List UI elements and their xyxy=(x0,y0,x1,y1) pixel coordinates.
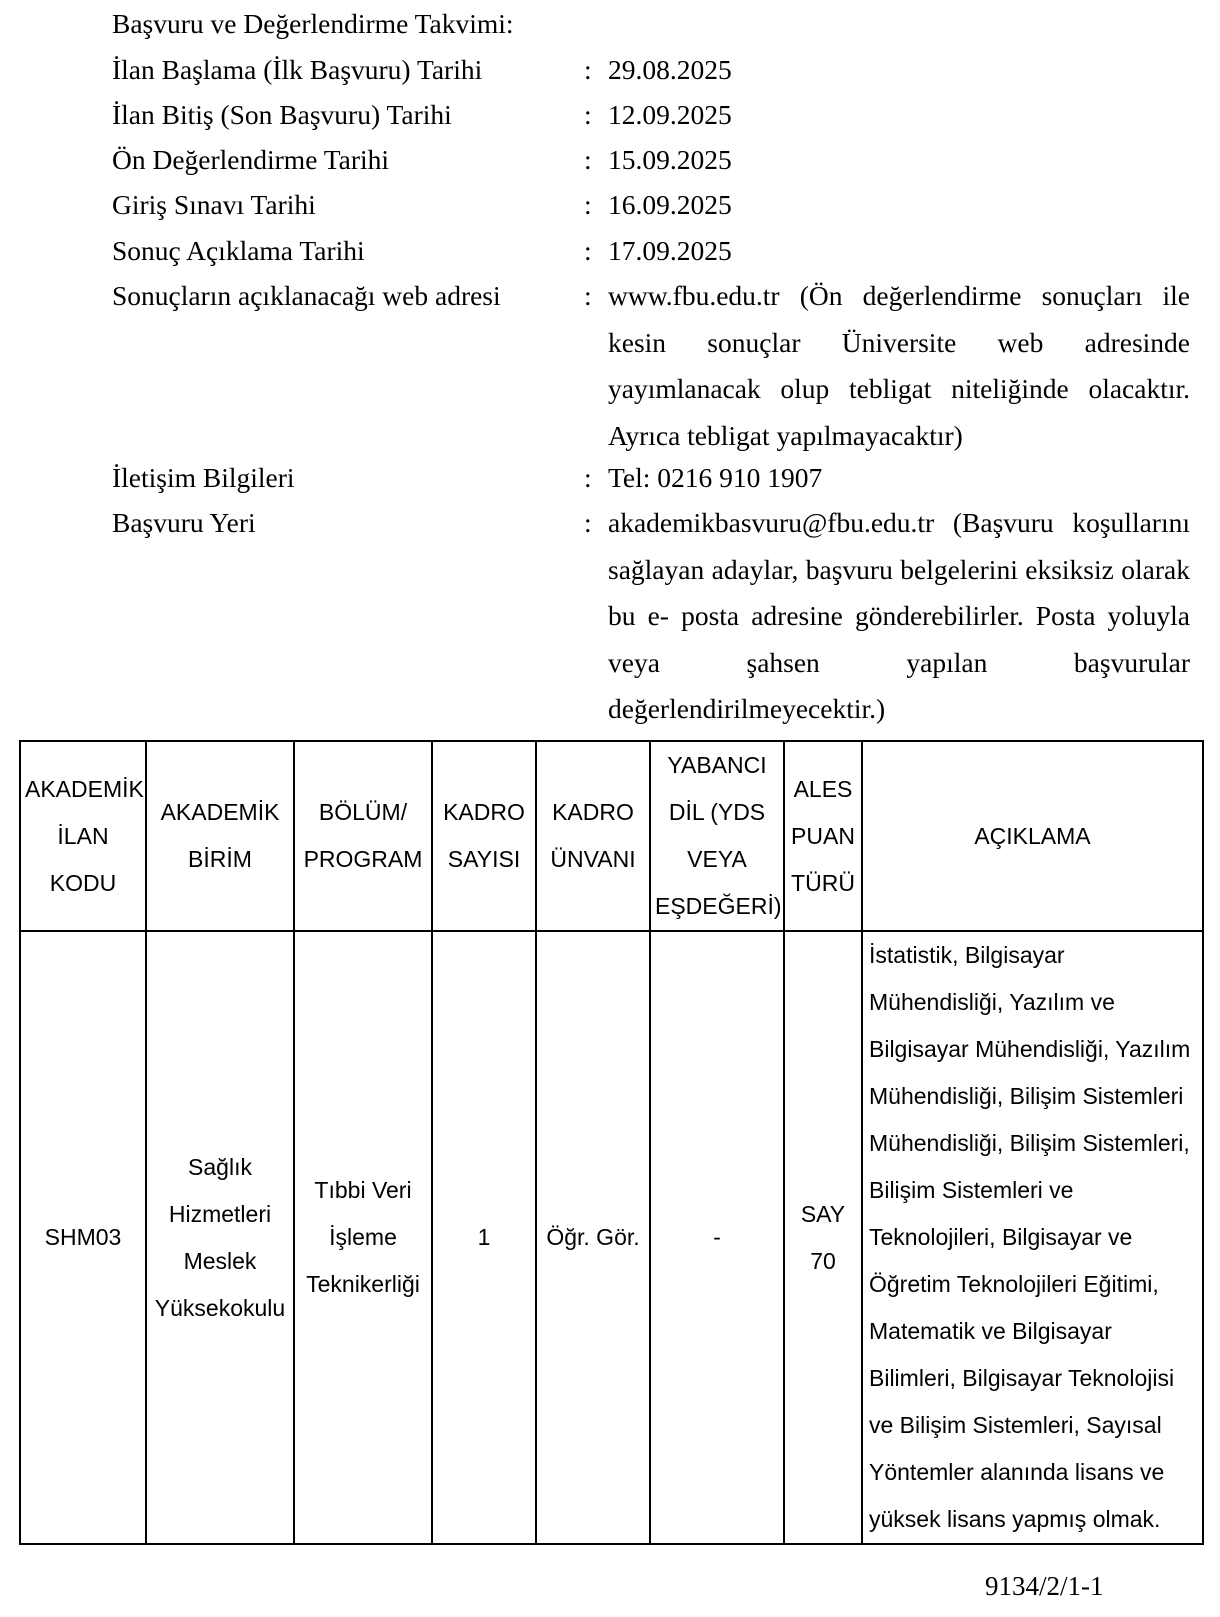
calendar-colon: : xyxy=(584,507,592,538)
cell-kadro-sayisi: 1 xyxy=(432,931,536,1544)
position-table xyxy=(19,740,1204,1545)
header-ales-puan-turu: ALES PUAN TÜRÜ xyxy=(784,741,862,931)
calendar-title: Başvuru ve Değerlendirme Takvimi: xyxy=(112,8,514,39)
calendar-label: Ön Değerlendirme Tarihi xyxy=(112,144,390,175)
calendar-value: 16.09.2025 xyxy=(608,189,732,220)
calendar-label: Sonuçların açıklanacağı web adresi xyxy=(112,280,501,311)
cell-ales-puan: SAY 70 xyxy=(784,931,862,1544)
header-bolum-program: BÖLÜM/ PROGRAM xyxy=(294,741,432,931)
header-ilan-kodu: AKADEMİK İLAN KODU xyxy=(20,741,146,931)
calendar-label: Giriş Sınavı Tarihi xyxy=(112,189,316,220)
cell-ilan-kodu: SHM03 xyxy=(20,931,146,1544)
cell-akademik-birim: Sağlık Hizmetleri Meslek Yüksekokulu xyxy=(146,931,294,1544)
header-aciklama: AÇIKLAMA xyxy=(862,741,1203,931)
table-row xyxy=(20,931,1203,1544)
calendar-colon: : xyxy=(584,99,592,130)
calendar-label: İlan Başlama (İlk Başvuru) Tarihi xyxy=(112,54,483,85)
calendar-colon: : xyxy=(584,280,592,311)
calendar-value: akademikbasvuru@fbu.edu.tr (Başvuru koşullarını sağlayan adaylar, başvuru belgelerini eksiksiz olarak bu e- posta adresine gönderebilirler. Posta yoluyla veya şahsen yapılan başvurular değerlendirilmeyecektir.) xyxy=(608,507,1190,725)
document-code: 9134/2/1-1 xyxy=(985,1571,1104,1601)
header-yabanci-dil: YABANCI DİL (YDS VEYA EŞDEĞERİ) xyxy=(650,741,784,931)
header-akademik-birim: AKADEMİK BİRİM xyxy=(146,741,294,931)
table-header-row xyxy=(20,741,1203,931)
cell-bolum-program: Tıbbi Veri İşleme Teknikerliği xyxy=(294,931,432,1544)
calendar-colon: : xyxy=(584,235,592,266)
cell-yabanci-dil: - xyxy=(650,931,784,1544)
calendar-value: Tel: 0216 910 1907 xyxy=(608,462,823,493)
calendar-label: Başvuru Yeri xyxy=(112,507,256,538)
header-kadro-unvani: KADRO ÜNVANI xyxy=(536,741,650,931)
calendar-colon: : xyxy=(584,144,592,175)
header-kadro-sayisi: KADRO SAYISI xyxy=(432,741,536,931)
calendar-value: 15.09.2025 xyxy=(608,144,732,175)
calendar-colon: : xyxy=(584,189,592,220)
calendar-value: 17.09.2025 xyxy=(608,235,732,266)
calendar-label: Sonuç Açıklama Tarihi xyxy=(112,235,365,266)
calendar-value: 12.09.2025 xyxy=(608,99,732,130)
cell-aciklama: İstatistik, Bilgisayar Mühendisliği, Yazılım ve Bilgisayar Mühendisliği, Yazılım Mühendisliği, Bilişim Sistemleri Mühendisliği, Bilişim Sistemleri, Bilişim Sistemleri ve Teknolojileri, Bilgisayar ve Öğretim Teknolojileri Eğitimi, Matematik ve Bilgisayar Bilimleri, Bilgisayar Teknolojisi ve Bilişim Sistemleri, Sayısal Yöntemler alanında lisans ve yüksek lisans yapmış olmak. xyxy=(862,931,1203,1544)
calendar-label: İletişim Bilgileri xyxy=(112,462,295,493)
calendar-colon: : xyxy=(584,462,592,493)
calendar-value: 29.08.2025 xyxy=(608,54,732,85)
calendar-label: İlan Bitiş (Son Başvuru) Tarihi xyxy=(112,99,452,130)
calendar-value: www.fbu.edu.tr (Ön değerlendirme sonuçları ile kesin sonuçlar Üniversite web adresinde yayımlanacak olup tebligat niteliğinde olacaktır. Ayrıca tebligat yapılmayacaktır) xyxy=(608,280,1190,451)
calendar-colon: : xyxy=(584,54,592,85)
cell-kadro-unvani: Öğr. Gör. xyxy=(536,931,650,1544)
